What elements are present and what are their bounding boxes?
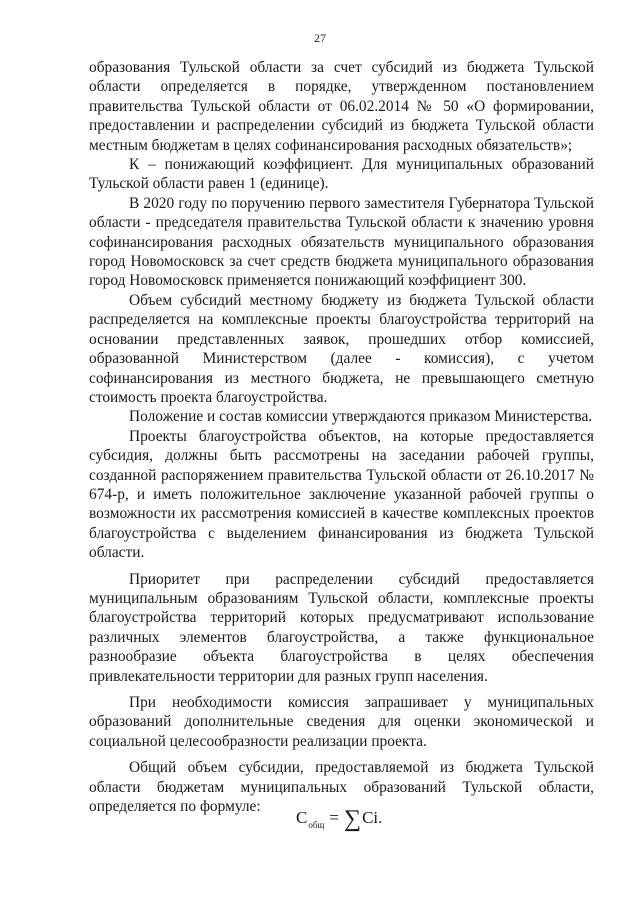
paragraph: Проекты благоустройства объектов, на которые предоставляется субсидия, должны быть рассмотрены на заседании рабочей группы, созданной распоряжением правительства Тульской области от 26.10.2017 № 674-р, и иметь положительное заключение указанной рабочей группы о возможности их рассмотрения комиссией в качестве комплексных проектов благоустройства с выделением финансирования из бюджета Тульской области. [89, 427, 594, 562]
paragraph: Приоритет при распределении субсидий предоставляется муниципальным образованиям Тульской области, комплексные проекты благоустройства территорий которых предусматривают использование различных элементов благоустройства, а также функциональное разнообразие объекта благоустройства в целях обеспечения привлекательности территории для разных групп населения. [89, 570, 594, 685]
formula-equals: = [329, 808, 339, 827]
page-number: 27 [314, 31, 326, 45]
formula-lhs: С [296, 808, 308, 827]
paragraph: При необходимости комиссия запрашивает у муниципальных образований дополнительные сведения для оценки экономической и социальной целесообразности реализации проекта. [89, 694, 594, 750]
paragraph: В 2020 году по поручению первого заместителя Губернатора Тульской области - председателя правительства Тульской области к значению уровня софинансирования расходных обязательств муниципального образования город Новомосковск за счет средств бюджета муниципального образования город Новомосковск применяется понижающий коэффициент 300. [89, 194, 594, 290]
paragraph: Общий объем субсидии, предоставляемой из бюджета Тульской области бюджетам муниципальных образований Тульской области, определяется по формуле: [89, 759, 594, 816]
document-body [89, 58, 594, 816]
paragraph: Положение и состав комиссии утверждаются приказом Министерства. [129, 408, 593, 426]
formula [296, 803, 382, 830]
paragraph: К – понижающий коэффициент. Для муниципальных образований Тульской области равен 1 (единице). [89, 156, 594, 193]
formula-rhs: Ci. [362, 808, 383, 827]
paragraph: Объем субсидий местному бюджету из бюджета Тульской области распределяется на комплексные проекты благоустройства территорий на основании представленных заявок, прошедших отбор комиссией, образованной Министерством (далее - комиссия), с учетом софинансирования из местного бюджета, не превышающего сметную стоимость проекта благоустройства. [89, 291, 594, 406]
formula-subscript: общ [308, 820, 325, 830]
paragraph: образования Тульской области за счет субсидий из бюджета Тульской области определяется в порядке, утвержденном постановлением правительства Тульской области от 06.02.2014 № 50 «О формировании, предоставлении и распределении субсидий из бюджета Тульской области местным бюджетам в целях софинансирования расходных обязательств»; [89, 59, 594, 154]
sum-sign: ∑ [343, 806, 362, 832]
